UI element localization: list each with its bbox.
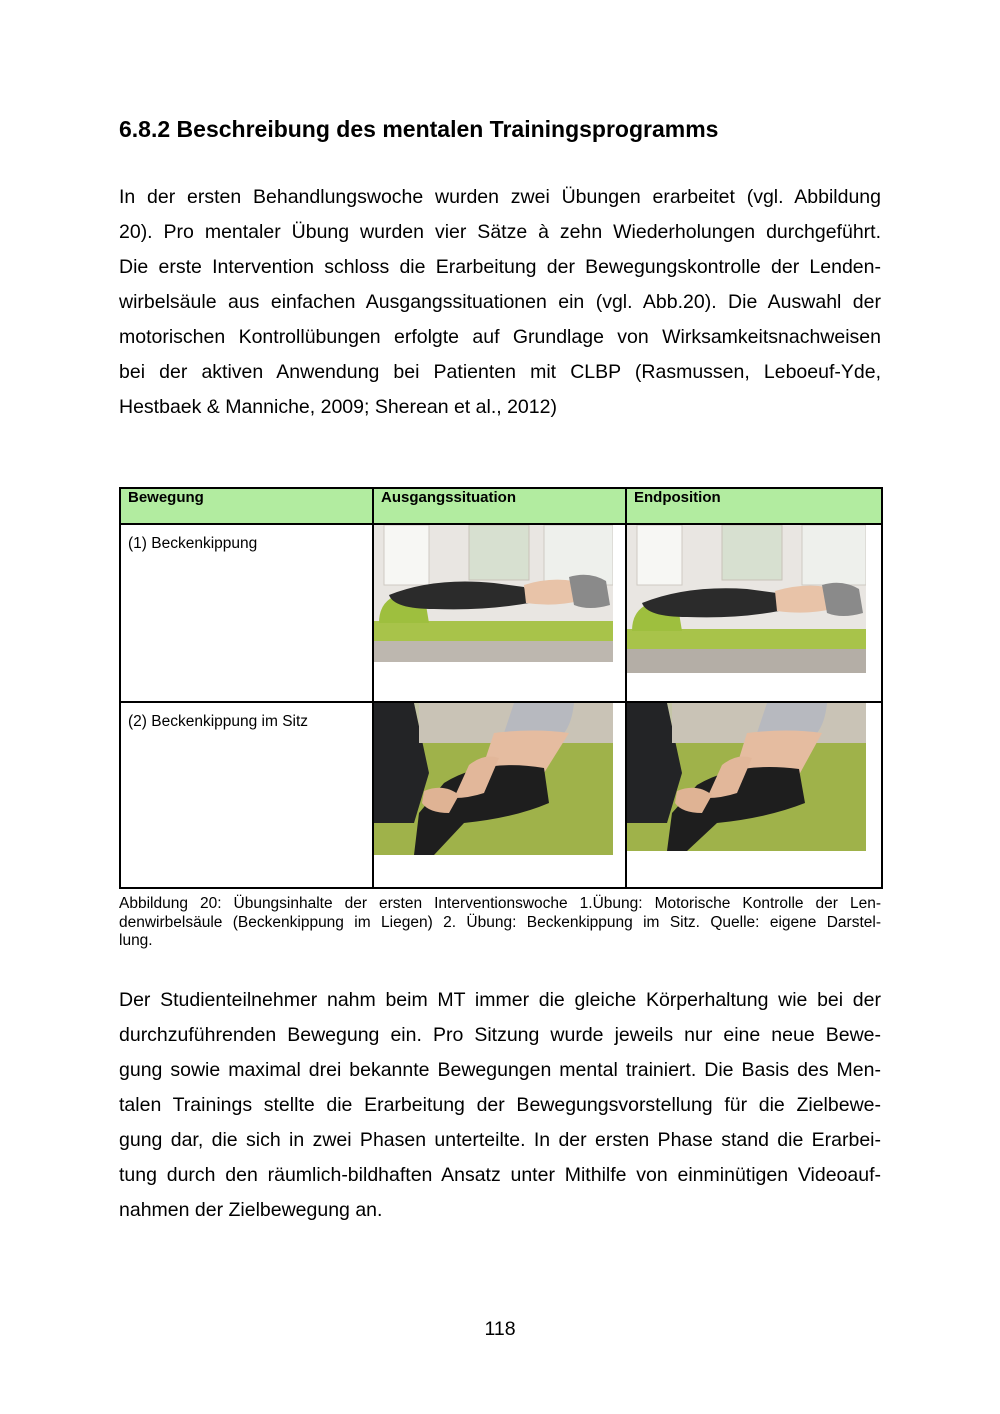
paragraph-line: Die erste Intervention schloss die Erarbeitung der Bewegungskontrolle der Lenden- [119, 256, 881, 278]
paragraph-line: motorischen Kontrollübungen erfolgte auf Grundlage von Wirksamkeitsnachweisen [119, 326, 881, 348]
paragraph-line: talen Trainings stellte die Erarbeitung der Bewegungsvorstellung für die Zielbewe- [119, 1094, 881, 1116]
header-endposition: Endposition [626, 488, 882, 524]
paragraph-line: gung sowie maximal drei bekannte Bewegungen mental trainiert. Die Basis des Men- [119, 1059, 881, 1081]
body-paragraph [119, 983, 881, 1228]
row-label: (2) Beckenkippung im Sitz [120, 702, 373, 888]
caption-line: Abbildung 20: Übungsinhalte der ersten Interventionswoche 1.Übung: Motorische Kontrolle der Len- [119, 895, 881, 912]
table-header-row [120, 488, 882, 524]
photo-cell [626, 524, 882, 702]
intro-paragraph [119, 180, 881, 425]
paragraph-line: nahmen der Zielbewegung an. [119, 1199, 383, 1221]
section-heading: 6.8.2 Beschreibung des mentalen Trainingsprogramms [119, 116, 719, 142]
table-row [120, 702, 882, 888]
caption-line: lung. [119, 932, 153, 949]
photo-sitting-end [627, 703, 866, 851]
row-label: (1) Beckenkippung [120, 524, 373, 702]
figure-caption [119, 895, 881, 951]
paragraph-line: In der ersten Behandlungswoche wurden zwei Übungen erarbeitet (vgl. Abbildung [119, 186, 881, 208]
photo-lying-start [374, 525, 613, 662]
photo-cell [373, 702, 626, 888]
exercise-table [119, 487, 883, 889]
paragraph-line: durchzuführenden Bewegung ein. Pro Sitzung wurde jeweils nur eine neue Bewe- [119, 1024, 881, 1046]
paragraph-line: tung durch den räumlich-bildhaften Ansatz unter Mithilfe von einminütigen Videoauf- [119, 1164, 881, 1186]
photo-cell [626, 702, 882, 888]
photo-lying-end [627, 525, 866, 673]
paragraph-line: 20). Pro mentaler Übung wurden vier Sätze à zehn Wiederholungen durchgeführt. [119, 221, 881, 243]
page-number: 118 [484, 1318, 516, 1340]
header-ausgangssituation: Ausgangssituation [373, 488, 626, 524]
paragraph-line: Hestbaek & Manniche, 2009; Sherean et al., 2012) [119, 396, 557, 418]
photo-cell [373, 524, 626, 702]
table-row [120, 524, 882, 702]
header-bewegung: Bewegung [120, 488, 373, 524]
paragraph-line: gung dar, die sich in zwei Phasen unterteilte. In der ersten Phase stand die Erarbei- [119, 1129, 881, 1151]
paragraph-line: bei der aktiven Anwendung bei Patienten mit CLBP (Rasmussen, Leboeuf-Yde, [119, 361, 881, 383]
photo-sitting-start [374, 703, 613, 855]
paragraph-line: Der Studienteilnehmer nahm beim MT immer die gleiche Körperhaltung wie bei der [119, 989, 881, 1011]
paragraph-line: wirbelsäule aus einfachen Ausgangssituationen ein (vgl. Abb.20). Die Auswahl der [119, 291, 881, 313]
caption-line: denwirbelsäule (Beckenkippung im Liegen) 2. Übung: Beckenkippung im Sitz. Quelle: eigene Darstel- [119, 913, 881, 931]
